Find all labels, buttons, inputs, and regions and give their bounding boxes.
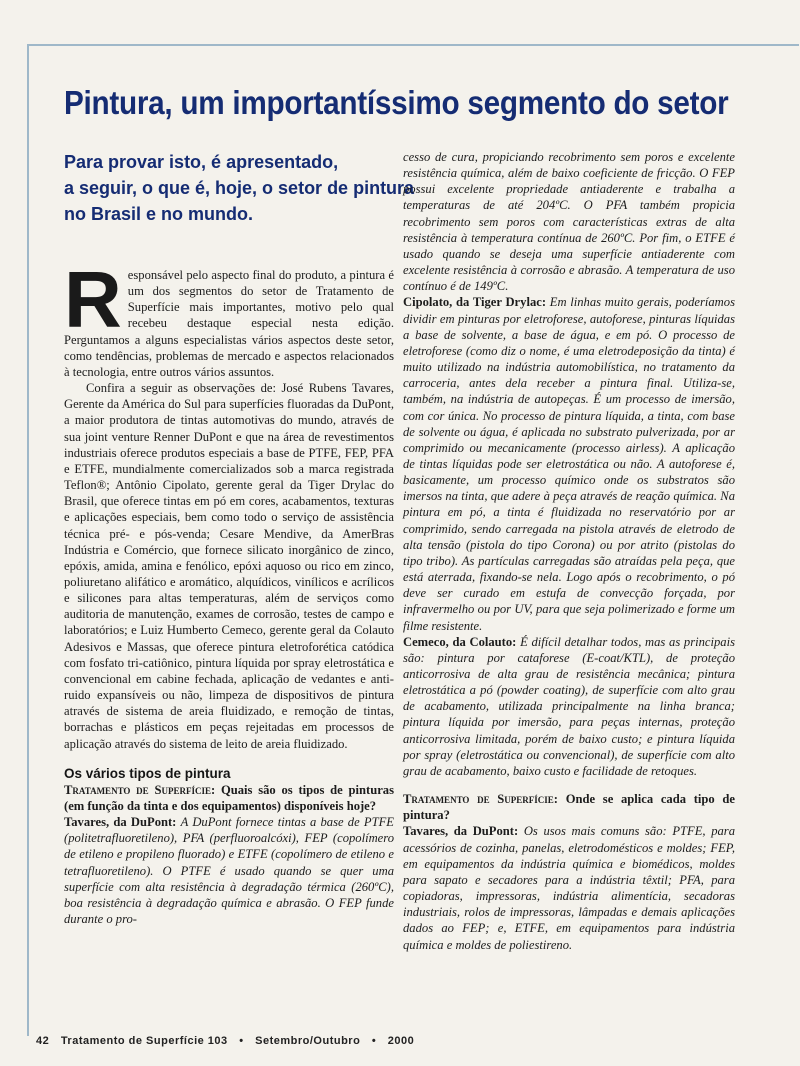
intro-text: esponsável pelo aspecto final do produto, a pintura é um dos segmentos do setor de Tratamento de Superfície mais importantes, motivo pelo qual recebeu destaque especial nesta edição. Perguntamos a alguns especialistas vários aspectos deste setor, como tendências, problemas de mercado e aspectos relacionados à tecnologia, entre outros vários assuntos.	[64, 268, 394, 379]
drop-cap: R	[64, 255, 122, 344]
question	[403, 791, 735, 823]
answer	[403, 634, 735, 779]
answer-text: A DuPont fornece tintas a base de PTFE (politetrafluoretileno), PFA (perfluoroalcóxi), FEP (copolímero de etileno e propileno fluorado) e ETFE (copolímero de etileno e tetrafluoretileno). O PTFE é usado quando se quer uma superfície com alta resistência à degradação térmica (260ºC), boa resistência à degradação química e abrasão. O FEP funde durante o pro-	[64, 815, 394, 927]
question-source: Tratamento de Superfície:	[64, 782, 216, 797]
question-text: Quais são os tipos de pinturas (em função da tinta e dos equipamentos) disponíveis hoje?	[64, 782, 395, 813]
answer-speaker: Tavares, da DuPont:	[64, 815, 177, 830]
answer-text: É difícil detalhar todos, mas as principais são: pintura por cataforese (E-coat/KTL), de proteção anticorrosiva de alta grau de resistência mecânica; pintura eletrostática a pó (powder coating), de superfície com alto grau de acabamento, utilizada principalmente na linha branca; pintura líquida por imersão, para peças internas, proteção anticorrosiva limitada, porém de baixo custo; e pintura líquida por spray (eletrostática ou convencional), de superfície com alto grau de acabamento, baixo custo e facilidade de retoques.	[403, 634, 735, 778]
intro-paragraph	[64, 255, 394, 380]
issue-months: Setembro/Outubro	[255, 1035, 361, 1047]
answer	[64, 814, 394, 927]
column-right	[403, 149, 735, 953]
question-text: Onde se aplica cada tipo de pintura?	[403, 792, 736, 823]
issue-year: 2000	[387, 1035, 415, 1047]
footer-separator: •	[239, 1035, 244, 1047]
magazine-name: Tratamento de Superfície 103	[60, 1035, 228, 1047]
answer	[403, 294, 735, 633]
section-subhead: Os vários tipos de pintura	[64, 765, 231, 781]
question	[64, 782, 394, 814]
participants-paragraph: Confira a seguir as observações de: José Rubens Tavares, Gerente da América do Sul para superfícies fluoradas da DuPont, a maior produtora de tintas automotivas do mundo, através de sua joint venture Renner DuPont e que na área de revestimentos industriais oferece produtos especiais a base de PTFE, FEP, PFA e ETFE, mundialmente comercializados sob a marca registrada Teflon®; Antônio Cipolato, gerente geral da Tiger Drylac do Brasil, que oferece tintas em pó em cores, acabamentos, texturas e aplicações especiais, bem como todo o serviço de assistência técnica pré- e pós-venda; Cesare Mendive, da AmerBras Indústria e Comércio, que fornece silicato inorgânico de zinco, epóxis, amida, amina e fenólico, epóxi aquoso ou rico em zinco, poliuretano alifático e aromático, alquídicos, vinílicos e acrílicos e silicones para altas temperaturas, além de serviços como auditoria de manutenção, exames de corrosão, testes de campo e laboratórios; e Luiz Humberto Cemeco, gerente geral da Colauto Adesivos e Massas, que oferece pintura eletroforética catódica com fosfato tri-catiônico, pintura líquida por spray eletrostática e convencional em cabine fechada, aplicação de vedantes e anti-ruido expansíveis ou não, limpeza de dispositivos de pintura através de sistema de areia fluidizado, e remoção de tintas, borrachas e plásticos em peças rejeitadas em processos de aplicação através do sistema de leito de areia fluidizado.	[64, 381, 394, 751]
answer-text: Em linhas muito gerais, poderíamos dividir em pinturas por eletroforese, autoforese, pinturas líquidas a base de solvente, a base de água, e em pó. O processo de eletroforese (como diz o nome, é uma eletrodeposição da tinta) é muito utilizado na indústria automobilística, no tratamento da carroceria, antes dela receber a pintura final. Utiliza-se, também, na indústria de autopeças. É um processo de imersão, com cor única. No processo de pintura líquida, a tinta, com base de solvente ou água, é aplicada no substrato pulverizada, por ar comprimido ou mecanicamente (processo airless). A aplicação de tintas líquidas pode ser eletrostática ou não. A autoforese é, basicamente, um processo químico onde os substratos são imersos na tinta, que adere à peça através de reação química. Na pintura em pó, a tinta é fluidizada no reservatório por ar comprimido, sendo carregada na pistola através de eletrodo de alta tensão (pistola do tipo Corona) ou por atrito (pistolas do tipo tribo). As partículas carregadas são atraídas pela peça, que está aterrada, fixando-se nela. Logo após o recobrimento, o pó deve ser curado em estufa de convecção forçada, por infravermelho ou por UV, para que seja polimerizado e forme um filme resistente.	[403, 295, 735, 633]
answer-continued: cesso de cura, propiciando recobrimento sem poros e excelente resistência química, além de baixo coeficiente de fricção. O FEP possui excelente propriedade antiaderente e trabalha a temperaturas de até 204ºC. O PFA também propicia recobrimento sem poros com características extras de alta resistência à temperatura contínua de 260ºC. Por fim, o ETFE é usado quando se deseja uma superfície antiaderente com excelente resistência à corrosão e abrasão. A temperatura de uso contínuo é de 149ºC.	[403, 150, 735, 294]
question-source: Tratamento de Superfície:	[403, 792, 558, 807]
answer-speaker: Cemeco, da Colauto:	[403, 634, 517, 649]
footer-separator: •	[371, 1035, 377, 1047]
headline: Pintura, um importantíssimo segmento do setor	[64, 84, 729, 121]
page-footer	[36, 1035, 736, 1047]
answer-speaker: Tavares, da DuPont:	[403, 824, 519, 839]
deck-line: no Brasil e no mundo.	[64, 204, 254, 224]
deck-line: Para provar isto, é apresentado,	[64, 152, 339, 172]
page-number: 42	[36, 1035, 50, 1047]
answer-text: Os usos mais comuns são: PTFE, para acessórios de cozinha, panelas, eletrodomésticos e moldes; FEP, em equipamentos da indústria química e biomédicos, moldes para sapato e secadores para a indústria têxtil; PFA, para copiadoras, impressoras, indústria alimentícia, secadoras industriais, rolos de impressoras, lâmpadas e demais aplicações dados ao FEP; e, ETFE, em equipamentos para indústria química e moldes de poliestireno.	[403, 824, 735, 952]
deck-line: a seguir, o que é, hoje, o setor de pintura	[64, 178, 415, 198]
answer-speaker: Cipolato, da Tiger Drylac:	[403, 295, 547, 310]
column-left	[64, 255, 395, 927]
answer	[403, 823, 735, 952]
deck	[64, 149, 415, 227]
